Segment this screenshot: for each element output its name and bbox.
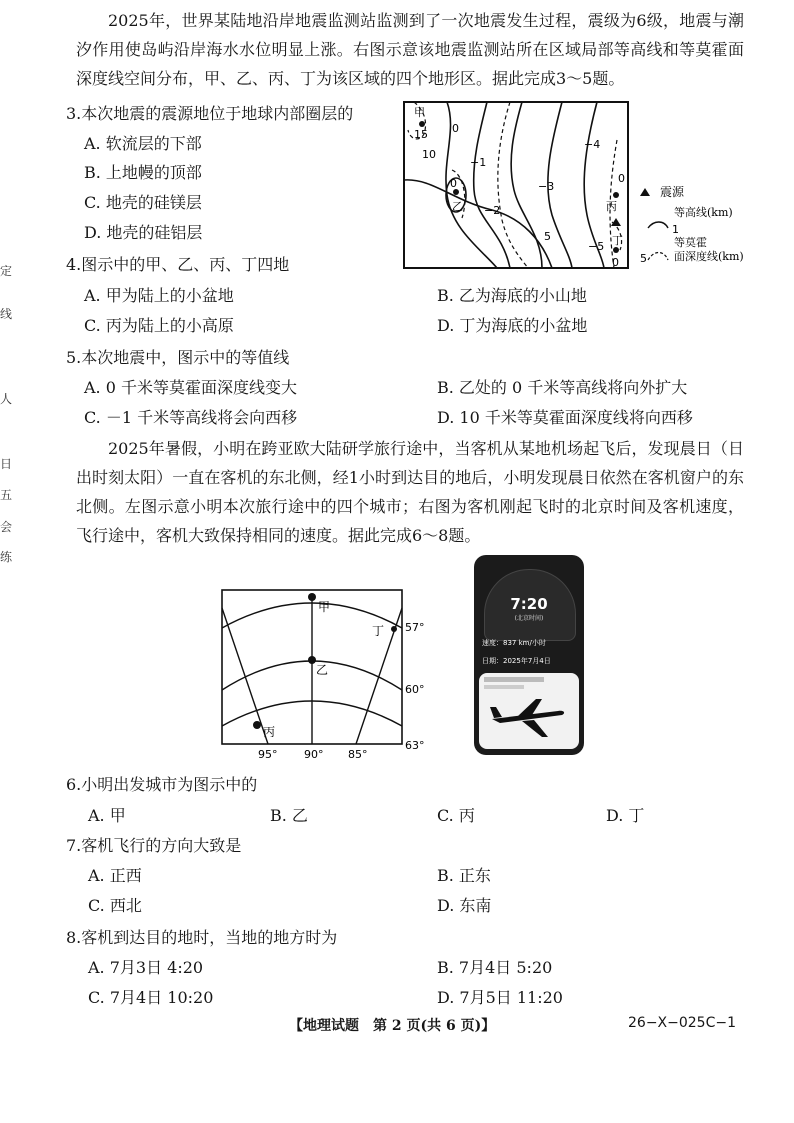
phone-speed: 速度：837 km/小时: [482, 639, 546, 647]
q8-option-c[interactable]: C. 7月4日 10:20: [88, 988, 214, 1007]
map2-label-bing: 丙: [263, 725, 276, 739]
footer-page-info: 【地理试题 第 2 页(共 6 页)】: [289, 1018, 496, 1034]
airplane-icon: [488, 693, 568, 743]
legend-moho-num: 5: [640, 252, 647, 265]
q3-option-b[interactable]: B. 上地幔的顶部: [84, 163, 202, 182]
map1-label-m2: −2: [484, 204, 501, 217]
q4-option-d[interactable]: D. 丁为海底的小盆地: [437, 316, 588, 335]
map1-label-bing: 丙: [606, 200, 617, 213]
q3-option-a[interactable]: A. 软流层的下部: [84, 134, 202, 153]
margin-char: 线: [0, 307, 13, 321]
lat-63: 63°: [405, 739, 425, 752]
q8-option-a[interactable]: A. 7月3日 4:20: [88, 958, 204, 977]
q3-option-d[interactable]: D. 地壳的硅铝层: [84, 223, 203, 242]
map1-label-10: 10: [422, 148, 436, 161]
legend-moho: 等莫霍: [674, 236, 707, 249]
question-3-stem: 3.本次地震的震源地位于地球内部圈层的: [66, 104, 354, 123]
lat-60: 60°: [405, 683, 425, 696]
q5-option-d[interactable]: D. 10 千米等莫霍面深度线将向西移: [437, 408, 693, 427]
q6-option-c[interactable]: C. 丙: [437, 806, 475, 825]
phone-date: 日期：2025年7月4日: [482, 657, 551, 665]
margin-char: 五: [0, 488, 13, 502]
map2-label-yi: 乙: [316, 663, 329, 677]
question-7-stem: 7.客机飞行的方向大致是: [66, 836, 242, 855]
q7-option-d[interactable]: D. 东南: [437, 896, 492, 915]
q3-option-c[interactable]: C. 地壳的硅镁层: [84, 193, 202, 212]
map1-label-ding: 丁: [612, 234, 623, 247]
q5-option-b[interactable]: B. 乙处的 0 千米等高线将向外扩大: [437, 378, 688, 397]
question-6-stem: 6.小明出发城市为图示中的: [66, 775, 258, 794]
q8-option-d[interactable]: D. 7月5日 11:20: [437, 988, 563, 1007]
map1-label-m5: −5: [588, 240, 605, 253]
q7-option-b[interactable]: B. 正东: [437, 866, 491, 885]
q6-option-d[interactable]: D. 丁: [606, 806, 645, 825]
phone-flight-info: [474, 555, 584, 755]
q7-option-a[interactable]: A. 正西: [88, 866, 142, 885]
map1-label-0-yi: 0: [450, 177, 457, 190]
q6-option-b[interactable]: B. 乙: [270, 806, 308, 825]
legend-epicenter: 震源: [660, 185, 685, 199]
lon-95: 95°: [258, 748, 278, 760]
q4-option-a[interactable]: A. 甲为陆上的小盆地: [84, 286, 234, 305]
q4-option-c[interactable]: C. 丙为陆上的小高原: [84, 316, 234, 335]
map1-label-0: 0: [452, 122, 459, 135]
map2-label-ding: 丁: [372, 624, 385, 638]
q7-option-c[interactable]: C. 西北: [88, 896, 142, 915]
lon-90: 90°: [304, 748, 324, 760]
question-4-stem: 4.图示中的甲、乙、丙、丁四地: [66, 255, 290, 274]
margin-char: 定: [0, 264, 13, 278]
map1-label-m4: −4: [584, 138, 601, 151]
passage-earthquake: 2025年，世界某陆地沿岸地震监测站监测到了一次地震发生过程，震级为6级，地震与潮汐作用使岛屿沿岸海水水位明显上涨。右图示意该地震监测站所在区域局部等高线和等莫霍面深度线空间分布，甲、乙、丙、丁为该区域的四个地形区。据此完成3～5题。: [76, 11, 744, 88]
legend-contour-num: 1: [672, 223, 679, 236]
margin-char: 人: [0, 392, 13, 406]
q6-option-a[interactable]: A. 甲: [88, 806, 126, 825]
passage-flight: 2025年暑假，小明在跨亚欧大陆研学旅行途中，当客机从某地机场起飞后，发现晨日（日出时刻太阳）一直在客机的东北侧，经1小时到达目的地后，小明发现晨日依然在客机窗户的东北侧。左图示意小明本次旅行途中的四个城市；右图为客机刚起飞时的北京时间及客机速度，飞行途中，客机大致保持相同的速度。据此完成6～8题。: [76, 439, 744, 545]
legend-moho-2: 面深度线(km): [674, 250, 744, 263]
map1-label-0-south: 0: [612, 256, 619, 269]
question-5-stem: 5.本次地震中，图示中的等值线: [66, 348, 290, 367]
q5-option-c[interactable]: C. －1 千米等高线将会向西移: [84, 408, 298, 427]
q8-option-b[interactable]: B. 7月4日 5:20: [437, 958, 553, 977]
q4-option-b[interactable]: B. 乙为海底的小山地: [437, 286, 587, 305]
map1-label-15: 15: [414, 128, 428, 141]
phone-time: 7:20: [510, 595, 548, 613]
phone-time-sub: (北京时间): [514, 615, 544, 622]
map1-label-jia: 甲: [414, 106, 425, 119]
contour-moho-map: [402, 100, 794, 272]
q5-option-a[interactable]: A. 0 千米等莫霍面深度线变大: [84, 378, 297, 397]
epicenter-legend-icon: [640, 188, 650, 196]
map1-label-5: 5: [544, 230, 551, 243]
legend-contour: 等高线(km): [674, 206, 733, 219]
footer-code: 26−X−025C−1: [628, 1015, 737, 1031]
map1-label-m3: −3: [538, 180, 555, 193]
margin-char: 会: [0, 520, 13, 534]
map1-label-0-east: 0: [618, 172, 625, 185]
map2-label-jia: 甲: [318, 600, 331, 614]
map1-label-yi: 乙: [452, 200, 463, 213]
lon-85: 85°: [348, 748, 368, 760]
margin-char: 练: [0, 550, 13, 564]
question-8-stem: 8.客机到达目的地时，当地的地方时为: [66, 928, 338, 947]
map1-label-m1: −1: [470, 156, 487, 169]
margin-char: 日: [0, 457, 13, 471]
city-graticule-map: [218, 586, 434, 760]
lat-57: 57°: [405, 621, 425, 634]
